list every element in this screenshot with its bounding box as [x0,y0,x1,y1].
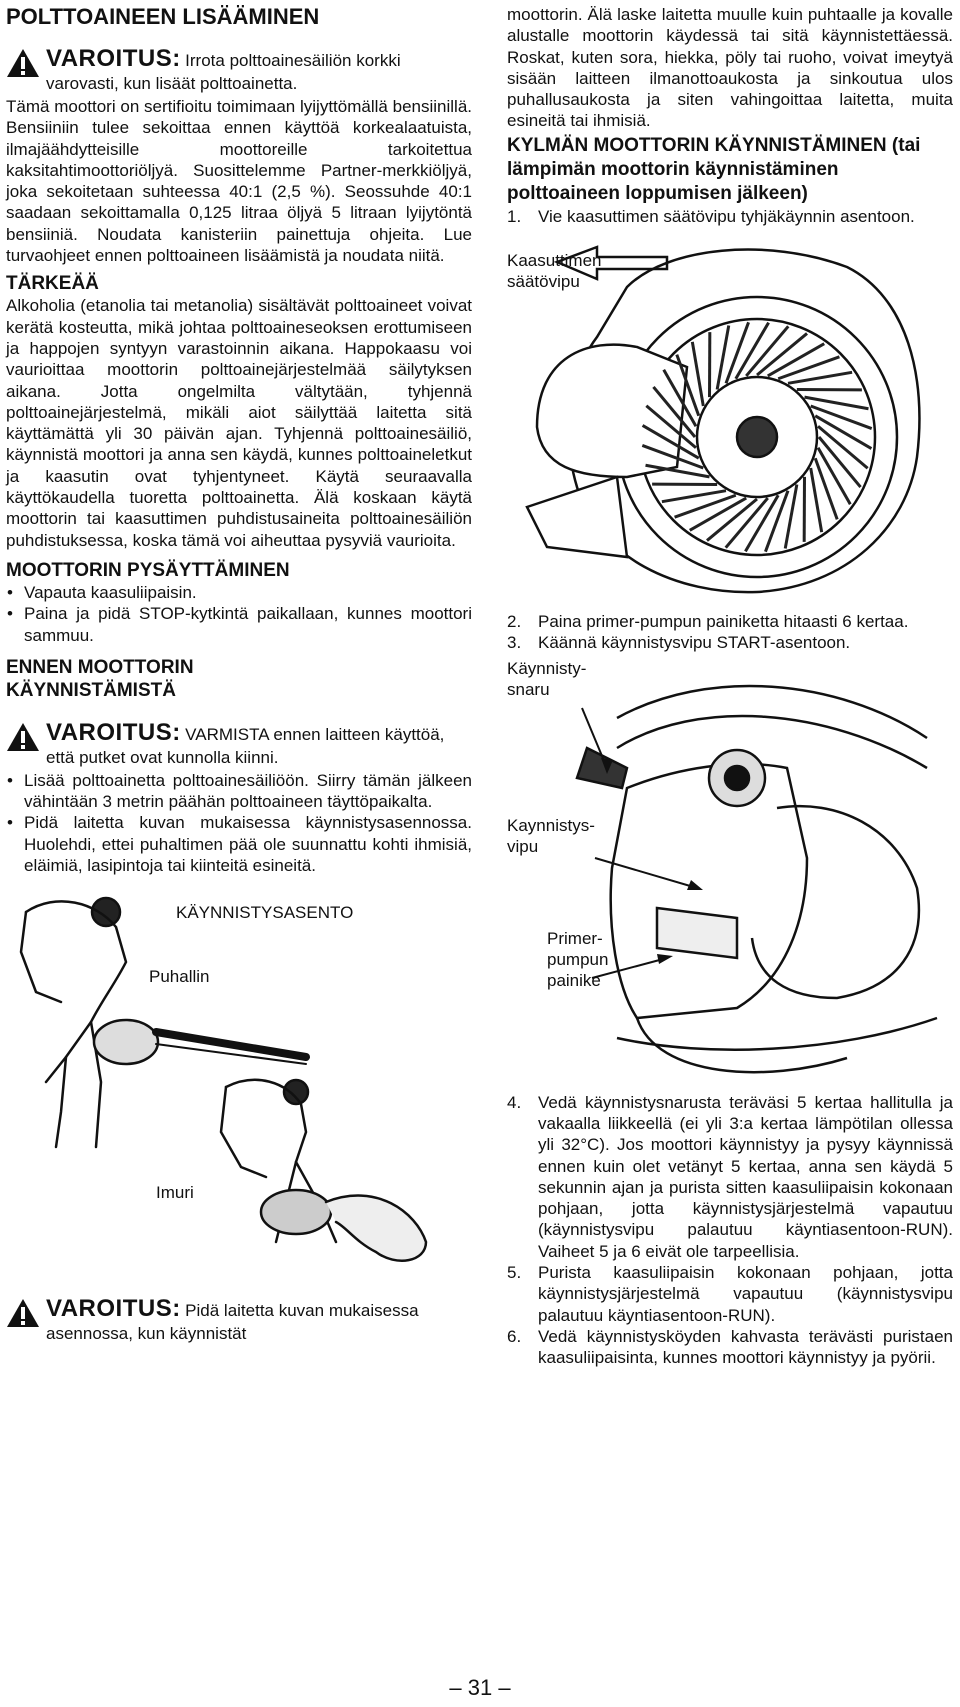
stop-engine-list [6,582,472,646]
list-item: • Paina ja pidä STOP-kytkintä paikallaan, kunnes moottori sammuu. [7,604,472,645]
cold-start-title: KYLMÄN MOOTTORIN KÄYNNISTÄMINEN (tai lämpimän moottorin käynnistäminen polttoaineen loppumisen jälkeen) [507,134,921,204]
list-item: 5. Purista kaasuliipaisin kokonaan pohjaan, jotta käynnistysjärjestelmä vapautuu (käynnistysvipu palautuu käyntiasentoon-RUN). [507,1263,953,1325]
list-item: • Pidä laitetta kuvan mukaisessa käynnistysasennossa. Huolehdi, ettei puhaltimen pää ole suunnattu kohti ihmisiä, eläimiä, lasipintoja tai kiinteitä esineitä. [7,813,472,876]
before-start-title-1: ENNEN MOOTTORIN [6,656,194,678]
important-title: TÄRKEÄÄ [6,273,99,295]
warning-text: Irrota polttoainesäiliön korkki varovasti, kun lisäät polttoainetta. [46,51,401,93]
right-column [507,0,953,1369]
stop-engine-title: MOOTTORIN PYSÄYTTÄMINEN [6,559,290,581]
steps-c [507,1092,953,1369]
figure-heading: KÄYNNISTYSASENTO [176,903,354,923]
page-number: – 31 – [449,1675,511,1700]
list-item: • Vapauta kaasuliipaisin. [7,582,197,602]
fan-blade [811,468,822,532]
steps-b [507,611,953,654]
start-cord-label-2: snaru [507,679,550,699]
continued-text: moottorin. Älä laske laitetta muulle kuin puhtaalle ja kovalle alustalle moottorin käydessä tai sitä käynnistettäessä. Roskat, kuten sora, hiekka, pöly tai ruoho, voivat imeytyä sisään laitteen ilmanottoaukosta ja sinkoutua ulos puhallusaukosta ja siten vahingoittaa laitetta, muita esineitä tai ihmisiä. [507,5,953,131]
warning-triangle-icon [6,1298,40,1328]
before-start-warning [6,718,472,770]
primer-label-2: pumpun [547,949,609,969]
fuel-section-title: POLTTOAINEEN LISÄÄMINEN [6,4,320,29]
fuel-section-body: Tämä moottori on sertifioitu toimimaan lyijyttömällä bensiinillä. Bensiiniin tulee sekoittaa ennen käyttöä korkealaatuista, ilmajäähdytteisille moottoreille tarkoitettua kaksitahtimoottoriöljyä. Suosittelemme Partner-merkkiöljyä, joka sekoitetaan suhteessa 40:1 (2,5 %). Seossuhde 40:1 saadaan sekoittamalla 0,125 litraa öljyä 5 litraan lyijytöntä bensiiniä. Noudata kanisteriin painettuja ohjeita. Lue turvaohjeet ennen polttoaineen lisäämistä ja noudata niitä. [6,97,472,266]
before-start-list [6,770,472,876]
warning-text: VARMISTA ennen laitteen käyttöä, että putket ovat kunnolla kiinni. [46,724,445,767]
carburetor-figure [507,227,953,605]
position-warning [6,1295,472,1346]
before-start-title-2: KÄYNNISTÄMISTÄ [6,679,176,701]
list-item: 6. Vedä käynnistysköyden kahvasta terävästi puristaen kaasuliipaisinta, kunnes moottori käynnistyy ja pyörii. [507,1326,953,1368]
vacuum-label: Imuri [156,1183,194,1203]
carburetor-label-1: Kaasuttimen [507,251,602,271]
starting-position-illustration [6,882,472,1292]
list-item: 2. Paina primer-pumpun painiketta hitaasti 6 kertaa. [507,612,909,632]
warning-label: VAROITUS: [46,45,181,72]
primer-label-1: Primer- [547,928,603,948]
steps-a [507,206,953,227]
blower-label: Puhallin [149,967,210,987]
start-controls-illustration [507,658,953,1088]
fan-blade [662,491,726,502]
start-cord-label-1: Käynnisty- [507,658,587,678]
warning-text: Pidä laitetta kuvan mukaisessa asennossa, kun käynnistät [46,1301,419,1344]
warning-triangle-icon [6,722,40,752]
start-lever-label-1: Kaynnistys- [507,815,595,835]
starting-position-figure [6,882,472,1292]
primer-label-3: painike [547,970,601,990]
start-lever-label-2: vipu [507,836,539,856]
fan-blade [692,342,703,406]
carburetor-label-2: säätövipu [507,272,580,292]
important-body: Alkoholia (etanolia tai metanolia) sisältävät polttoaineet voivat kerätä kosteutta, mikä johtaa polttoaineseoksen erottumiseen ja happojen syntyyn varastoinnin aikana. Happokaasu voi vaurioittaa moottorin polttoainejärjestelmää säilytyksen aikana. Jotta ongelmilta vältytään, tyhjennä polttoainejärjestelmä, mikäli aiot säilyttää laitetta sitä käyttämättä yli 30 päivän ajan. Tyhjennä polttoainesäiliö, käynnistä moottori ja anna sen käydä, kunnes polttoaineletkut ja kaasutin ovat tyhjentyneet. Käytä seuraavalla käyttökaudella tuoretta polttoainetta. Älä koskaan käytä moottorin tai kaasuttimen puhdistusaineita polttoainesäiliön puhdistuksessa, koska tämä voi aiheuttaa pysyviä vaurioita. [6,296,472,550]
left-column [6,0,472,1346]
warning-triangle-icon [6,48,40,78]
start-controls-figure [507,658,953,1088]
list-item: 4. Vedä käynnistysnarusta teräväsi 5 kertaa hallitulla ja vakaalla liikkeellä (ei yli 3:a kertaa lämpötilan ollessa yli 32°C). Jos moottori käynnistyy ja pysyy käynnissä ennen kuin olet vetänyt 5 kertaa, anna sen käydä 5 sekunnin ajan ja purista sitten kaasuliipaisin kokonaan pohjaan, jotta käynnistysjärjestelmä vapautuu (käynnistysvipu palautuu käyntiasentoon-RUN). Vaiheet 5 ja 6 eivät ole tarpeellisia. [507,1092,953,1261]
fuel-warning [6,45,472,96]
warning-label: VAROITUS: [46,718,181,746]
list-item: • Lisää polttoainetta polttoainesäiliöön. Siirry tämän jälkeen vähintään 3 metrin päähän polttoaineen täyttöpaikalta. [7,770,472,812]
fan-blade [788,372,852,383]
list-item: 3. Käännä käynnistysvipu START-asentoon. [507,633,851,653]
warning-label: VAROITUS: [46,1295,181,1323]
list-item: 1. Vie kaasuttimen säätövipu tyhjäkäynnin asentoon. [507,206,915,226]
